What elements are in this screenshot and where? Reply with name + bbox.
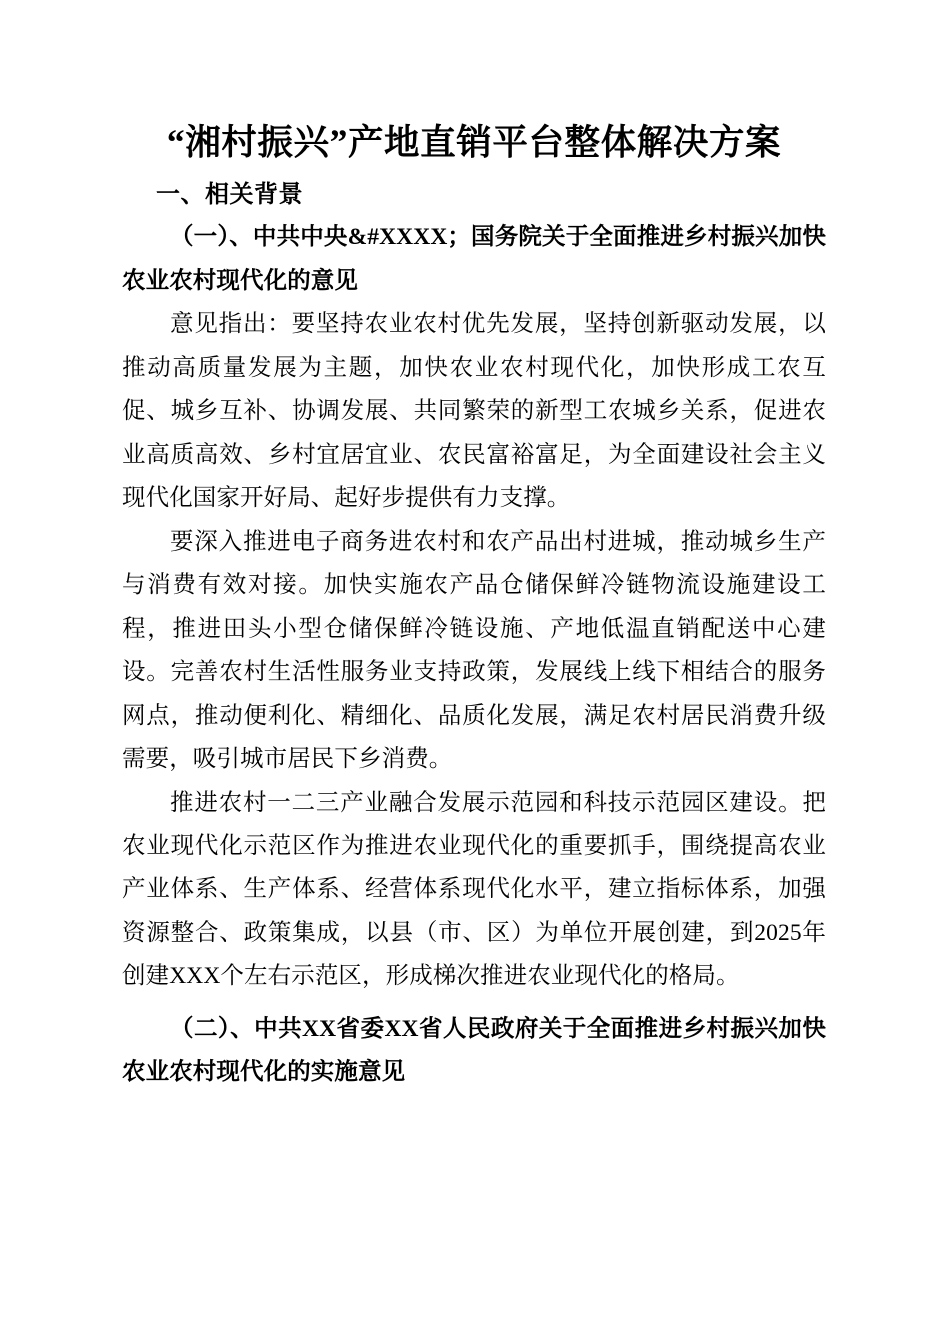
paragraph-spacer bbox=[122, 999, 826, 1008]
section-heading-background: 一、相关背景 bbox=[156, 180, 303, 208]
subsection-heading-1: （一）、中共中央&#XXXX；国务院关于全面推进乡村振兴加快农业农村现代化的意见 bbox=[122, 224, 826, 294]
page-title: “湘村振兴”产地直销平台整体解决方案 bbox=[166, 122, 782, 162]
paragraph-2: 要深入推进电子商务进农村和农产品出村进城，推动城乡生产与消费有效对接。加快实施农产品仓储保鲜冷链物流设施建设工程，推进田头小型仓储保鲜冷链设施、产地低温直销配送中心建设。完善农村生活性服务业支持政策，发展线上线下相结合的服务网点，推动便利化、精细化、品质化发展，满足农村居民消费升级需要，吸引城市居民下乡消费。 bbox=[122, 528, 826, 773]
paragraph-3: 推进农村一二三产业融合发展示范园和科技示范园区建设。把农业现代化示范区作为推进农业现代化的重要抓手，围绕提高农业产业体系、生产体系、经营体系现代化水平，建立指标体系，加强资源整合、政策集成，以县（市、区）为单位开展创建，到2025年创建XXX个左右示范区，形成梯次推进农业现代化的格局。 bbox=[122, 789, 826, 990]
paragraph-1: 意见指出：要坚持农业农村优先发展，坚持创新驱动发展，以推动高质量发展为主题，加快农业农村现代化，加快形成工农互促、城乡互补、协调发展、共同繁荣的新型工农城乡关系，促进农业高质高效、乡村宜居宜业、农民富裕富足，为全面建设社会主义现代化国家开好局、起好步提供有力支撑。 bbox=[122, 311, 826, 512]
subsection-heading-2: （二）、中共XX省委XX省人民政府关于全面推进乡村振兴加快农业农村现代化的实施意见 bbox=[122, 1015, 826, 1086]
